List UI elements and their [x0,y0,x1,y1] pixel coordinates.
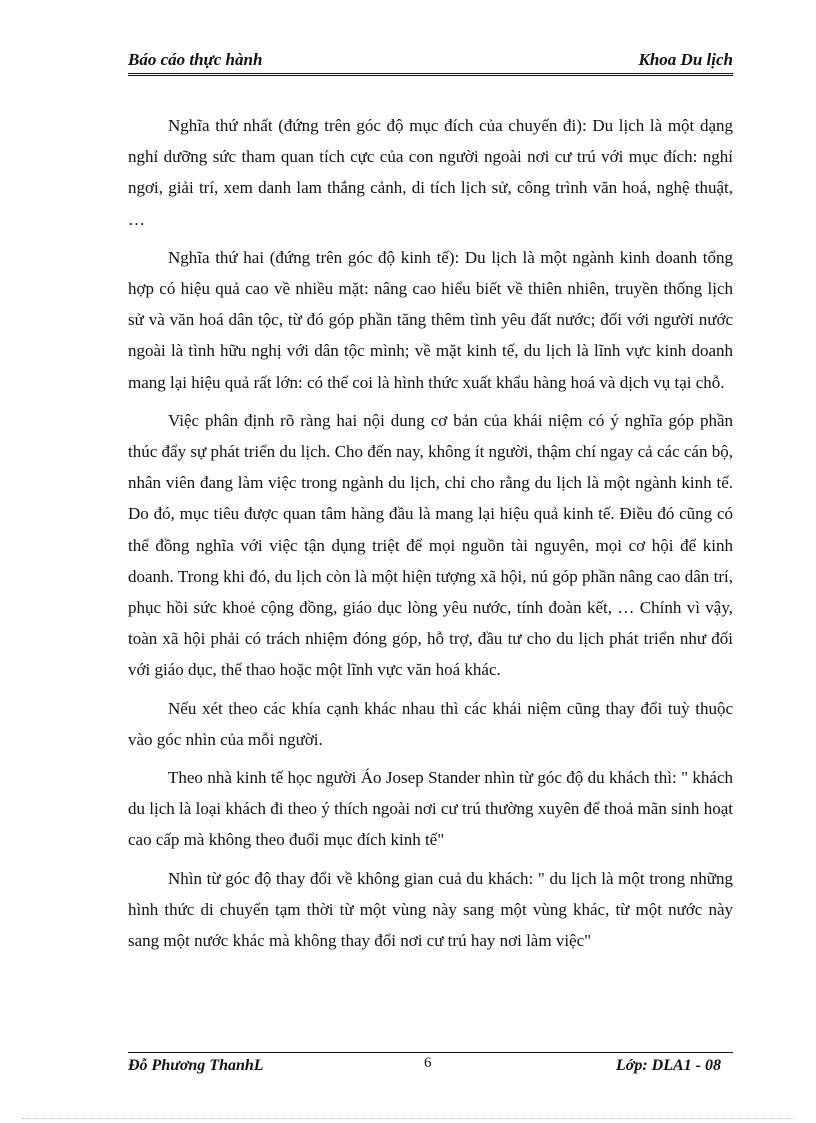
page-bottom-dotted-line [22,1118,794,1119]
page-footer [128,1055,733,1079]
paragraph: Theo nhà kinh tế học người Áo Josep Stander nhìn từ góc độ du khách thì: " khách du lịch là loại khách đi theo ý thích ngoài nơi cư trú thường xuyên để thoả mãn sinh hoạt cao cấp mà không theo đuổi mục đích kinh tế" [128,768,733,850]
footer-divider [128,1052,733,1053]
body-text [128,110,733,963]
footer-author: Đỗ Phương ThanhL [128,1057,264,1074]
footer-class: Lớp: DLA1 - 08 [615,1057,721,1074]
page-header [128,50,733,76]
paragraph: Việc phân định rõ ràng hai nội dung cơ bản của khái niệm có ý nghĩa góp phần thúc đẩy sự phát triển du lịch. Cho đến nay, không ít người, thậm chí ngay cả các cán bộ, nhân viên đang làm việc trong ngành du lịch, chỉ cho rằng du lịch là một ngành kinh tế. Do đó, mục tiêu được quan tâm hàng đầu là mang lại hiệu quả kinh tế. Điều đó cũng có thể đồng nghĩa với việc tận dụng triệt để mọi nguồn tài nguyên, mọi cơ hội để kinh doanh. Trong khi đó, du lịch còn là một hiện tượng xã hội, nú góp phần nâng cao dân trí, phục hồi sức khoẻ cộng đồng, giáo dục lòng yêu nước, tính đoàn kết, … Chính vì vậy, toàn xã hội phải có trách nhiệm đóng góp, hỗ trợ, đầu tư cho du lịch phát triển như đối với giáo dục, thể thao hoặc một lĩnh vực văn hoá khác. [128,410,733,680]
paragraph: Nghĩa thứ hai (đứng trên góc độ kinh tế): Du lịch là một ngành kinh doanh tổng hợp có hiệu quả cao về nhiều mặt: nâng cao hiểu biết về thiên nhiên, truyền thống lịch sử và văn hoá dân tộc, từ đó góp phần tăng thêm tình yêu đất nước; đối với người nước ngoài là tình hữu nghị với dân tộc mình; về mặt kinh tế, du lịch là lĩnh vực kinh doanh mang lại hiệu quả rất lớn: có thể coi là hình thức xuất khẩu hàng hoá và dịch vụ tại chỗ. [128,247,733,392]
paragraph: Nếu xét theo các khía cạnh khác nhau thì các khái niệm cũng thay đổi tuỳ thuộc vào góc nhìn của mỗi người. [128,698,733,749]
paragraph: Nghĩa thứ nhất (đứng trên góc độ mục đích của chuyến đi): Du lịch là một dạng nghỉ dưỡng sức tham quan tích cực của con người ngoài nơi cư trú với mục đích: nghỉ ngơi, giải trí, xem danh lam thắng cảnh, di tích lịch sử, công trình văn hoá, nghệ thuật, … [128,116,733,229]
header-faculty: Khoa Du lịch [638,50,733,69]
page-number: 6 [424,1055,432,1071]
paragraph: Nhìn từ góc độ thay đổi về không gian cuả du khách: " du lịch là một trong những hình thức di chuyển tạm thời từ một vùng này sang một vùng khác, từ một nước này sang một nước khác mà không thay đổi nơi cư trú hay nơi làm việc" [128,868,733,951]
header-report-title: Báo cáo thực hành [128,50,263,69]
